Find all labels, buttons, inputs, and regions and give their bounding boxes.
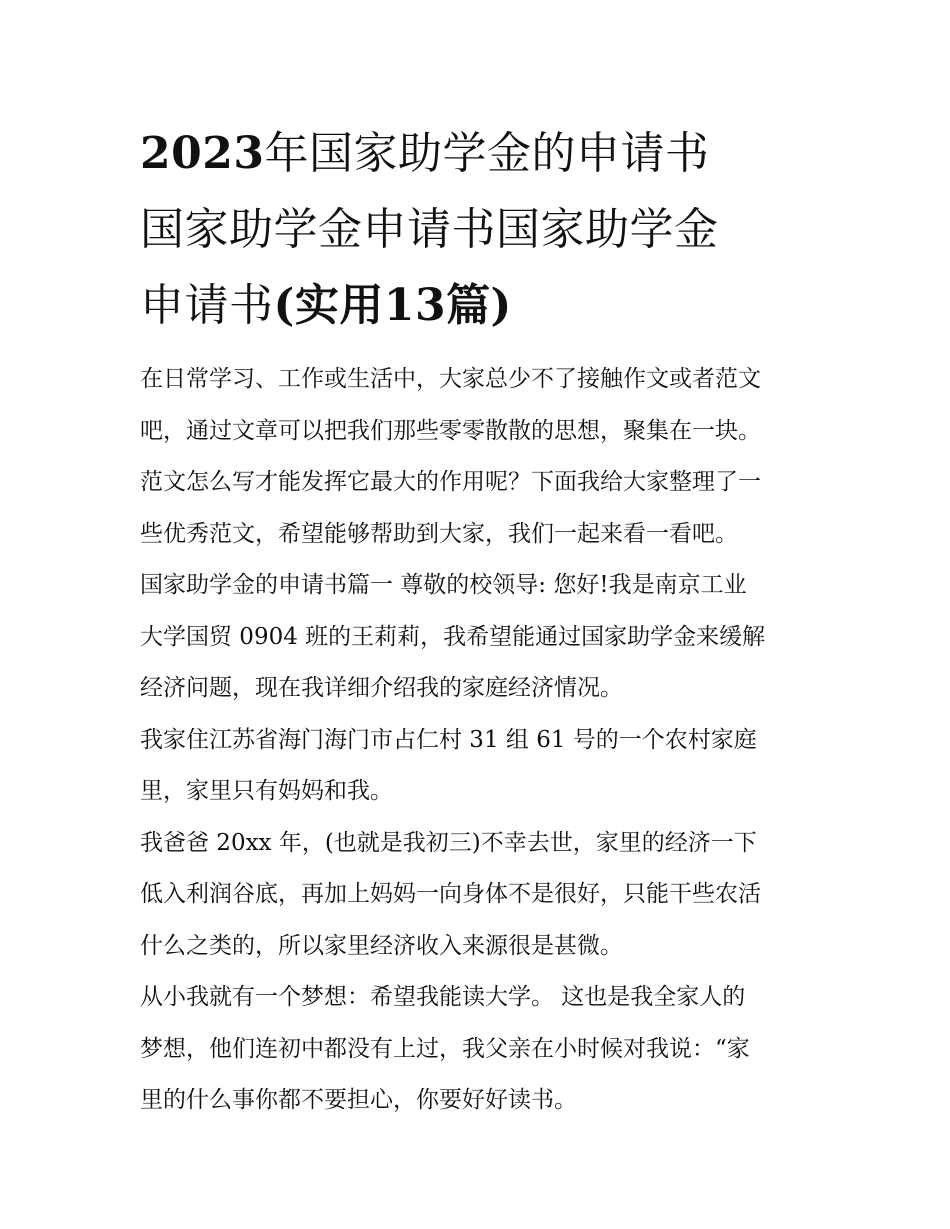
body-line: 什么之类的，所以家里经济收入来源很是甚微。 xyxy=(140,932,623,959)
document-body xyxy=(140,354,830,1127)
title-line-3 xyxy=(140,268,820,344)
title-line-1 xyxy=(140,116,820,192)
body-line: 低入利润谷底，再加上妈妈一向身体不是很好，只能干些农活 xyxy=(140,881,761,907)
body-line: 里的什么事你都不要担心，你要好好读书。 xyxy=(140,1087,577,1113)
body-line: 大学国贸 0904 班的王莉莉，我希望能通过国家助学金来缓解 xyxy=(140,623,766,650)
body-line: 我家住江苏省海门海门市占仁村 31 组 61 号的一个农村家庭 xyxy=(140,726,757,753)
title-line-1-text: 年国家助学金的申请书 xyxy=(264,128,710,179)
body-line: 国家助学金的申请书篇一 尊敬的校领导: 您好!我是南京工业 xyxy=(140,572,747,598)
title-paren-close: 篇) xyxy=(446,280,512,331)
title-year: 2023 xyxy=(140,128,265,179)
body-line: 经济问题，现在我详细介绍我的家庭经济情况。 xyxy=(140,675,623,701)
title-count: 13 xyxy=(383,280,447,331)
title-line-2: 国家助学金申请书国家助学金 xyxy=(140,204,719,255)
body-line: 从小我就有一个梦想：希望我能读大学。 这也是我全家人的 xyxy=(140,984,746,1010)
body-line: 在日常学习、工作或生活中，大家总少不了接触作文或者范文 xyxy=(140,366,761,392)
document-title xyxy=(140,116,820,344)
body-line: 我爸爸 20xx 年，(也就是我初三)不幸去世，家里的经济一下 xyxy=(140,829,757,856)
body-line: 范文怎么写才能发挥它最大的作用呢？下面我给大家整理了一 xyxy=(140,469,761,495)
title-line-3-pre: 申请书 xyxy=(140,280,274,331)
body-line: 梦想，他们连初中都没有上过，我父亲在小时候对我说：“家 xyxy=(140,1035,750,1062)
title-paren-open: (实用 xyxy=(273,280,384,331)
body-line: 里，家里只有妈妈和我。 xyxy=(140,778,393,804)
body-line: 些优秀范文，希望能够帮助到大家，我们一起来看一看吧。 xyxy=(140,520,738,547)
body-line: 吧，通过文章可以把我们那些零零散散的思想，聚集在一块。 xyxy=(140,417,761,444)
